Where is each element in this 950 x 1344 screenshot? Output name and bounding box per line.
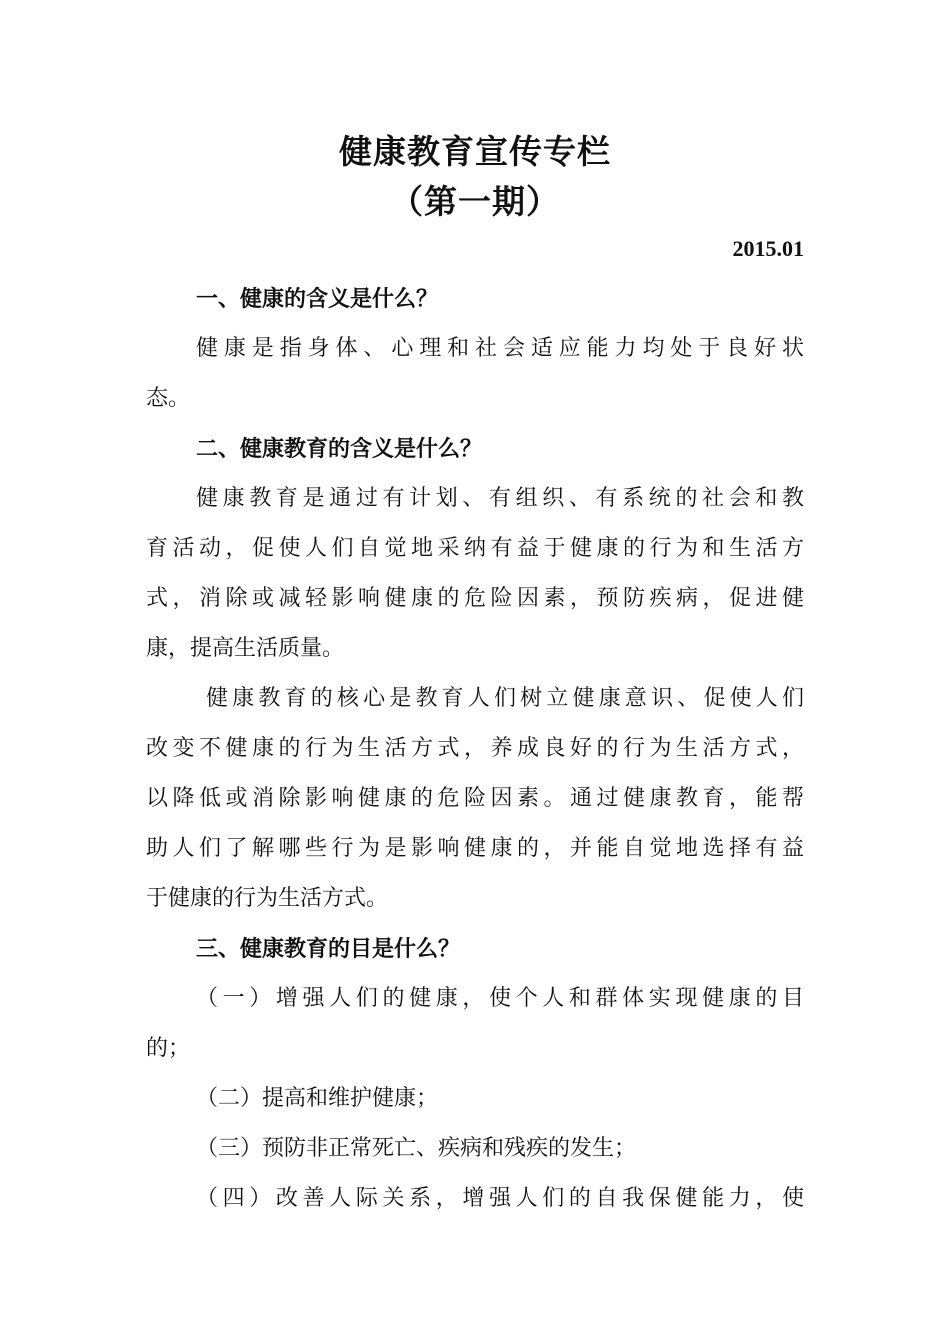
section-2-paragraph-line: 助人们了解哪些行为是影响健康的，并能自觉地选择有益 <box>146 836 804 861</box>
section-2-paragraph-line: 于健康的行为生活方式。 <box>146 886 389 911</box>
section-2-paragraph-line: 式，消除或减轻影响健康的危险因素，预防疾病，促进健 <box>146 586 804 611</box>
section-2-paragraph-line: 育活动，促使人们自觉地采纳有益于健康的行为和生活方 <box>146 536 804 561</box>
section-3-list-item-line: 的； <box>146 1036 191 1061</box>
document-title: 健康教育宣传专栏 <box>339 132 611 171</box>
section-3-heading: 三、健康教育的目是什么？ <box>196 936 461 962</box>
section-1-paragraph-line: 态。 <box>146 386 191 411</box>
section-3-list-item: （三）预防非正常死亡、疾病和残疾的发生； <box>196 1136 637 1161</box>
section-2-paragraph-line: 以降低或消除影响健康的危险因素。通过健康教育，能帮 <box>146 786 804 811</box>
section-2-paragraph-line: 健康教育是通过有计划、有组织、有系统的社会和教 <box>196 486 804 511</box>
section-1-heading: 一、健康的含义是什么？ <box>196 286 439 312</box>
section-2-paragraph-line: 改变不健康的行为生活方式，养成良好的行为生活方式， <box>146 736 804 761</box>
section-1-paragraph-line: 健康是指身体、心理和社会适应能力均处于良好状 <box>196 336 804 361</box>
section-3-list-item-line: （四）改善人际关系，增强人们的自我保健能力，使 <box>196 1186 804 1211</box>
section-2-paragraph-line: 康，提高生活质量。 <box>146 636 345 661</box>
document-date: 2015.01 <box>732 236 804 261</box>
document-issue: （第一期） <box>390 182 560 221</box>
section-2-paragraph-line: 健康教育的核心是教育人们树立健康意识、促使人们 <box>206 686 804 711</box>
section-3-list-item-line: （一）增强人们的健康，使个人和群体实现健康的目 <box>196 986 804 1011</box>
section-3-list-item: （二）提高和维护健康； <box>196 1086 439 1111</box>
section-2-heading: 二、健康教育的含义是什么？ <box>196 436 483 462</box>
